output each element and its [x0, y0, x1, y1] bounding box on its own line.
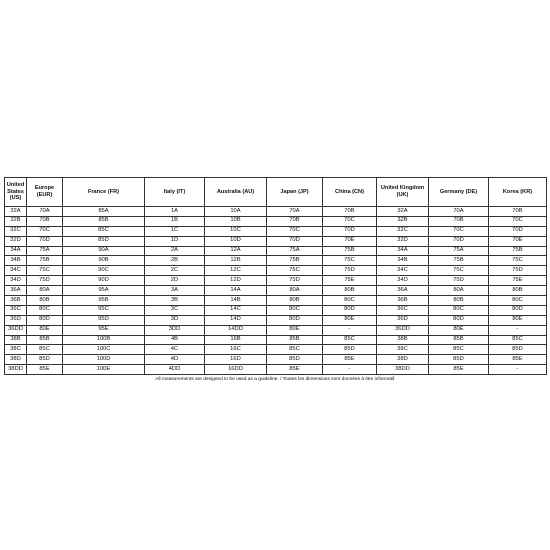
- table-cell: 70C: [489, 216, 547, 226]
- table-row: [5, 286, 547, 296]
- table-cell: 1A: [145, 207, 205, 217]
- table-cell: 36D: [377, 315, 429, 325]
- table-cell: 38B: [5, 335, 27, 345]
- table-row: [5, 256, 547, 266]
- table-cell: 85E: [27, 365, 63, 375]
- table-cell: 36B: [377, 296, 429, 306]
- table-cell: 2D: [145, 276, 205, 286]
- table-cell: 38D: [5, 355, 27, 365]
- table-cell: 75A: [429, 246, 489, 256]
- table-cell: 34B: [377, 256, 429, 266]
- note-row: [5, 375, 547, 386]
- table-cell: 70C: [429, 226, 489, 236]
- table-cell: 4C: [145, 345, 205, 355]
- table-cell: 85D: [489, 345, 547, 355]
- table-row: [5, 236, 547, 246]
- table-cell: 75D: [27, 276, 63, 286]
- table-cell: 80C: [489, 296, 547, 306]
- table-cell: 75D: [489, 266, 547, 276]
- table-cell: 100C: [63, 345, 145, 355]
- table-cell: 12D: [205, 276, 267, 286]
- table-cell: 2B: [145, 256, 205, 266]
- table-cell: 85C: [267, 345, 323, 355]
- table-cell: 12C: [205, 266, 267, 276]
- column-header: Germany (DE): [429, 178, 489, 207]
- table-row: [5, 305, 547, 315]
- column-header: Korea (KR): [489, 178, 547, 207]
- table-cell: 75A: [27, 246, 63, 256]
- table-cell: 1B: [145, 216, 205, 226]
- table-cell: 70D: [489, 226, 547, 236]
- table-cell: 85B: [63, 216, 145, 226]
- table-cell: 10B: [205, 216, 267, 226]
- table-cell: 36C: [377, 305, 429, 315]
- table-cell: 16B: [205, 335, 267, 345]
- table-cell: 100B: [63, 335, 145, 345]
- table-cell: 70A: [429, 207, 489, 217]
- table-cell: 95E: [63, 325, 145, 335]
- table-cell: 75B: [267, 256, 323, 266]
- table-cell: 75C: [323, 256, 377, 266]
- table-cell: 70D: [429, 236, 489, 246]
- table-cell: 85C: [63, 226, 145, 236]
- table-cell: 38DD: [5, 365, 27, 375]
- table-cell: 75E: [323, 276, 377, 286]
- table-cell: 75C: [27, 266, 63, 276]
- table-cell: 95B: [63, 296, 145, 306]
- table-cell: 75D: [323, 266, 377, 276]
- table-cell: 16C: [205, 345, 267, 355]
- table-cell: 4DD: [145, 365, 205, 375]
- guideline-note: All measurements are designed to be used as a guideline. / Toutes les dimensions sont données à titre informatif.: [155, 376, 396, 382]
- table-cell: 100D: [63, 355, 145, 365]
- table-cell: 36A: [5, 286, 27, 296]
- table-cell: 38C: [377, 345, 429, 355]
- table-cell: 80B: [267, 296, 323, 306]
- table-cell: 12B: [205, 256, 267, 266]
- table-cell: -: [489, 325, 547, 335]
- table-header-row: [5, 178, 547, 207]
- table-cell: 16DD: [205, 365, 267, 375]
- table-cell: 34A: [5, 246, 27, 256]
- table-cell: 36D: [5, 315, 27, 325]
- table-body: [5, 207, 547, 375]
- table-cell: 85E: [489, 355, 547, 365]
- table-cell: 80D: [267, 315, 323, 325]
- table-cell: 70D: [323, 226, 377, 236]
- table-cell: 12A: [205, 246, 267, 256]
- table-row: [5, 207, 547, 217]
- table-cell: 36B: [5, 296, 27, 306]
- table-row: [5, 325, 547, 335]
- table-cell: 80C: [267, 305, 323, 315]
- table-cell: 80E: [429, 325, 489, 335]
- table-cell: 32C: [5, 226, 27, 236]
- table-cell: 36DD: [5, 325, 27, 335]
- column-header: France (FR): [63, 178, 145, 207]
- table-row: [5, 216, 547, 226]
- table-cell: 85D: [267, 355, 323, 365]
- table-cell: 95A: [63, 286, 145, 296]
- table-cell: 34B: [5, 256, 27, 266]
- column-header: Australia (AU): [205, 178, 267, 207]
- table-cell: 80A: [27, 286, 63, 296]
- table-cell: 32D: [377, 236, 429, 246]
- column-header: Japan (JP): [267, 178, 323, 207]
- table-cell: 80E: [323, 315, 377, 325]
- table-cell: 2C: [145, 266, 205, 276]
- table-cell: 70A: [267, 207, 323, 217]
- table-cell: 90C: [63, 266, 145, 276]
- table-row: [5, 296, 547, 306]
- table-cell: 10C: [205, 226, 267, 236]
- table-cell: 2A: [145, 246, 205, 256]
- table-cell: 80C: [27, 305, 63, 315]
- table-row: [5, 315, 547, 325]
- table-cell: 70E: [323, 236, 377, 246]
- table-cell: 32A: [5, 207, 27, 217]
- table-cell: 70D: [27, 236, 63, 246]
- table-cell: 16D: [205, 355, 267, 365]
- table-cell: 14B: [205, 296, 267, 306]
- table-cell: 70A: [27, 207, 63, 217]
- table-cell: 32B: [377, 216, 429, 226]
- table-cell: 80B: [489, 286, 547, 296]
- table-cell: 10D: [205, 236, 267, 246]
- table-cell: 34C: [5, 266, 27, 276]
- table-cell: 85D: [27, 355, 63, 365]
- table-cell: 3D: [145, 315, 205, 325]
- table-cell: 75C: [429, 266, 489, 276]
- table-cell: 14DD: [205, 325, 267, 335]
- table-cell: -: [323, 365, 377, 375]
- table-cell: 75B: [429, 256, 489, 266]
- column-header: United Kingdom (UK): [377, 178, 429, 207]
- table-cell: 4D: [145, 355, 205, 365]
- table-cell: 75A: [267, 246, 323, 256]
- table-cell: 10A: [205, 207, 267, 217]
- table-cell: 90A: [63, 246, 145, 256]
- table-cell: 1D: [145, 236, 205, 246]
- table-cell: 80C: [323, 296, 377, 306]
- table-cell: -: [489, 365, 547, 375]
- table-cell: 75B: [27, 256, 63, 266]
- table-row: [5, 266, 547, 276]
- table-cell: 32C: [377, 226, 429, 236]
- table-cell: 95D: [63, 315, 145, 325]
- table-cell: 85A: [63, 207, 145, 217]
- table-cell: 70E: [489, 236, 547, 246]
- table-cell: 70C: [27, 226, 63, 236]
- table-cell: 36A: [377, 286, 429, 296]
- table-cell: 75C: [489, 256, 547, 266]
- table-cell: 70D: [267, 236, 323, 246]
- table-cell: 3A: [145, 286, 205, 296]
- table-cell: 70B: [429, 216, 489, 226]
- table-cell: 95C: [63, 305, 145, 315]
- table-cell: 90B: [63, 256, 145, 266]
- table-cell: 32B: [5, 216, 27, 226]
- table-cell: 85B: [27, 335, 63, 345]
- table-cell: 70C: [323, 216, 377, 226]
- table-cell: 38B: [377, 335, 429, 345]
- table-cell: 80D: [429, 315, 489, 325]
- table-cell: 85C: [429, 345, 489, 355]
- table-row: [5, 345, 547, 355]
- table-cell: 14A: [205, 286, 267, 296]
- table-cell: 3DD: [145, 325, 205, 335]
- table-cell: 70B: [267, 216, 323, 226]
- table-row: [5, 276, 547, 286]
- table-cell: 34A: [377, 246, 429, 256]
- table-cell: 34D: [5, 276, 27, 286]
- table-cell: 85E: [429, 365, 489, 375]
- table-cell: 100E: [63, 365, 145, 375]
- table-cell: 80C: [429, 305, 489, 315]
- table-cell: 75C: [267, 266, 323, 276]
- table-cell: 80B: [323, 286, 377, 296]
- column-header: Europe (EUR): [27, 178, 63, 207]
- table-cell: 75D: [267, 276, 323, 286]
- table-cell: 80D: [489, 305, 547, 315]
- table-row: [5, 246, 547, 256]
- table-cell: 34D: [377, 276, 429, 286]
- table-cell: 38D: [377, 355, 429, 365]
- table-cell: 85C: [27, 345, 63, 355]
- table-cell: 85D: [429, 355, 489, 365]
- table-cell: 32A: [377, 207, 429, 217]
- table-cell: 70B: [489, 207, 547, 217]
- table-row: [5, 335, 547, 345]
- table-cell: 36C: [5, 305, 27, 315]
- table-cell: 38C: [5, 345, 27, 355]
- column-header: United States (US): [5, 178, 27, 207]
- table-cell: 34C: [377, 266, 429, 276]
- table-cell: 80D: [27, 315, 63, 325]
- table-cell: 80A: [429, 286, 489, 296]
- table-cell: 36DD: [377, 325, 429, 335]
- table-cell: 80E: [489, 315, 547, 325]
- table-cell: 1C: [145, 226, 205, 236]
- column-header: Italy (IT): [145, 178, 205, 207]
- table-cell: -: [323, 325, 377, 335]
- table-cell: 3C: [145, 305, 205, 315]
- table-cell: 85B: [429, 335, 489, 345]
- table-cell: 75B: [489, 246, 547, 256]
- table-cell: 85D: [63, 236, 145, 246]
- table-cell: 85D: [323, 345, 377, 355]
- table-cell: 80B: [27, 296, 63, 306]
- table-cell: 32D: [5, 236, 27, 246]
- table-row: [5, 365, 547, 375]
- table-cell: 75B: [323, 246, 377, 256]
- table-cell: 85C: [323, 335, 377, 345]
- size-conversion-table: [4, 177, 547, 385]
- table-cell: 85E: [267, 365, 323, 375]
- table-cell: 70C: [267, 226, 323, 236]
- table-cell: 14C: [205, 305, 267, 315]
- table-cell: 85B: [267, 335, 323, 345]
- table-cell: 3B: [145, 296, 205, 306]
- table-cell: 75D: [429, 276, 489, 286]
- table-cell: 80D: [323, 305, 377, 315]
- table-cell: 85E: [323, 355, 377, 365]
- table-cell: 14D: [205, 315, 267, 325]
- table-row: [5, 226, 547, 236]
- table-cell: 80A: [267, 286, 323, 296]
- column-header: China (CN): [323, 178, 377, 207]
- table-cell: 80E: [267, 325, 323, 335]
- table-cell: 4B: [145, 335, 205, 345]
- table-cell: 38DD: [377, 365, 429, 375]
- table-cell: 80E: [27, 325, 63, 335]
- table-cell: 70B: [323, 207, 377, 217]
- table-cell: 85C: [489, 335, 547, 345]
- table-row: [5, 355, 547, 365]
- table-cell: 75E: [489, 276, 547, 286]
- table-cell: 80B: [429, 296, 489, 306]
- table-cell: 70B: [27, 216, 63, 226]
- table-cell: 90D: [63, 276, 145, 286]
